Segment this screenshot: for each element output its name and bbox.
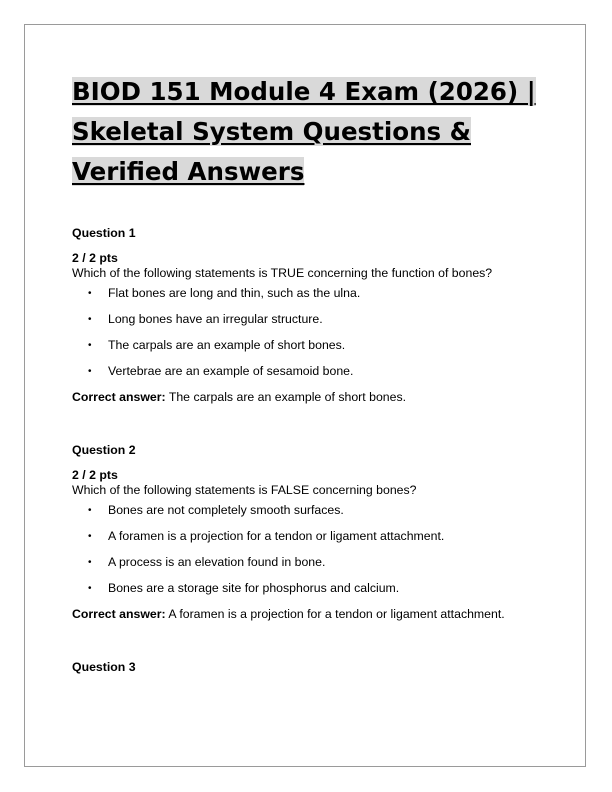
answer-option-text: A process is an elevation found in bone. <box>108 555 326 569</box>
document-title-text: BIOD 151 Module 4 Exam (2026) | Skeletal System Questions & Verified Answers <box>72 77 536 186</box>
bullet-icon: • <box>88 314 92 325</box>
answer-option-text: A foramen is a projection for a tendon or ligament attachment. <box>108 529 445 543</box>
document-body <box>72 226 542 685</box>
question-heading: Question 2 <box>72 443 136 457</box>
correct-answer <box>72 607 542 622</box>
answer-option <box>72 555 542 570</box>
bullet-icon: • <box>88 531 92 542</box>
answer-option <box>72 529 542 544</box>
question-score: 2 / 2 pts <box>72 468 118 482</box>
question-heading: Question 1 <box>72 226 136 240</box>
question-heading: Question 3 <box>72 660 136 674</box>
answer-option <box>72 312 542 327</box>
bullet-icon: • <box>88 366 92 377</box>
question-text: Which of the following statements is TRUE concerning the function of bones? <box>72 266 493 280</box>
correct-answer-text: A foramen is a projection for a tendon or ligament attachment. <box>165 607 505 621</box>
bullet-icon: • <box>88 505 92 516</box>
question-block-2 <box>72 443 542 622</box>
answer-option-text: Bones are not completely smooth surfaces. <box>108 503 344 517</box>
answer-options <box>72 286 542 379</box>
correct-answer-label: Correct answer: <box>72 607 166 621</box>
answer-option-text: The carpals are an example of short bones. <box>108 338 346 352</box>
bullet-icon: • <box>88 583 92 594</box>
question-score: 2 / 2 pts <box>72 251 118 265</box>
answer-option <box>72 581 542 596</box>
document-title <box>72 72 542 192</box>
question-text: Which of the following statements is FALSE concerning bones? <box>72 483 417 497</box>
question-block-3 <box>72 660 542 675</box>
bullet-icon: • <box>88 340 92 351</box>
correct-answer-label: Correct answer: <box>72 390 166 404</box>
question-block-1 <box>72 226 542 405</box>
answer-option-text: Vertebrae are an example of sesamoid bone. <box>108 364 354 378</box>
correct-answer <box>72 390 542 405</box>
answer-option <box>72 503 542 518</box>
answer-option-text: Bones are a storage site for phosphorus and calcium. <box>108 581 400 595</box>
answer-options <box>72 503 542 596</box>
bullet-icon: • <box>88 288 92 299</box>
correct-answer-text: The carpals are an example of short bones. <box>165 390 407 404</box>
bullet-icon: • <box>88 557 92 568</box>
answer-option <box>72 338 542 353</box>
answer-option-text: Flat bones are long and thin, such as the ulna. <box>108 286 361 300</box>
answer-option <box>72 364 542 379</box>
answer-option <box>72 286 542 301</box>
answer-option-text: Long bones have an irregular structure. <box>108 312 323 326</box>
